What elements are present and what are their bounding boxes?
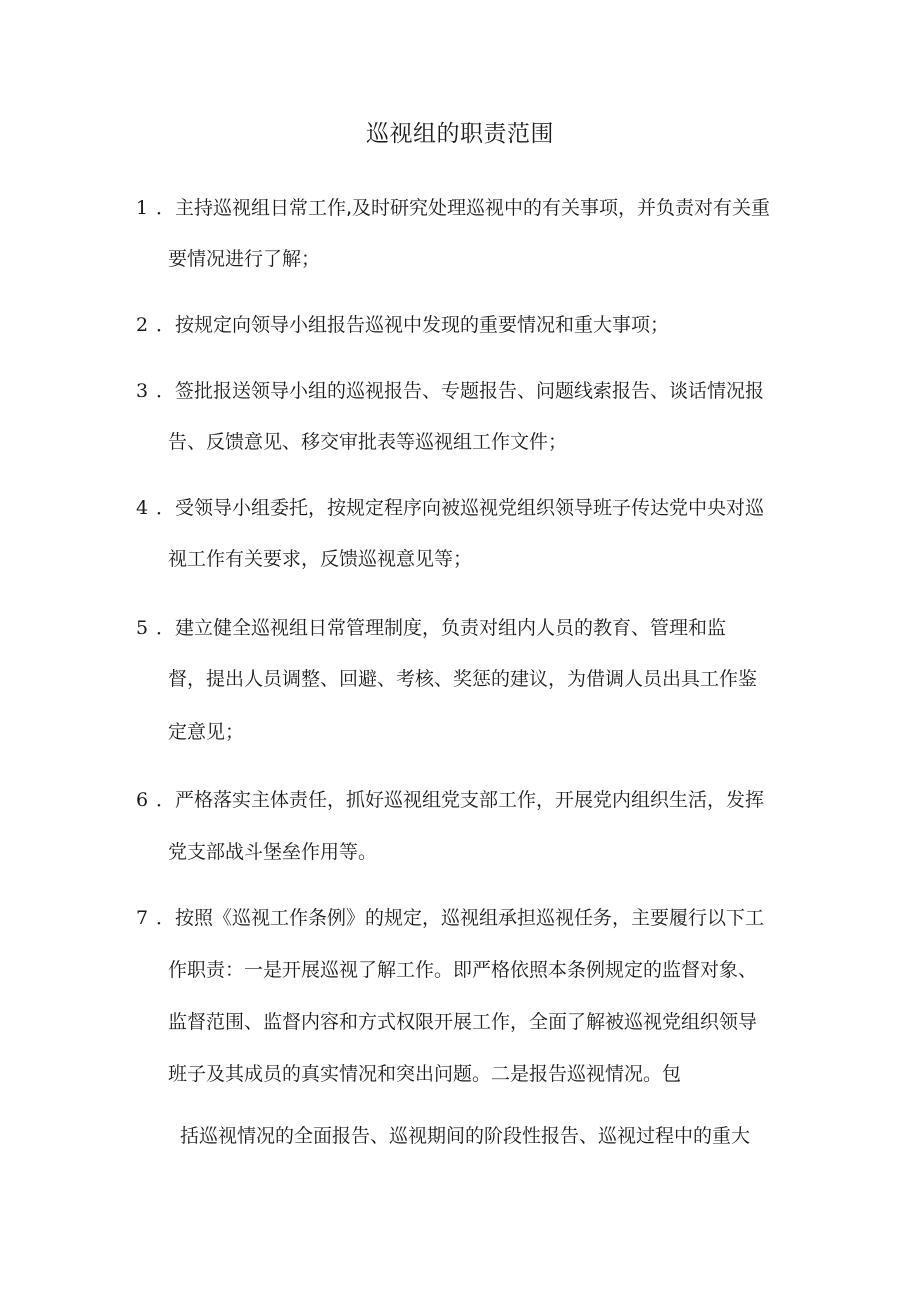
- item-text-line: 要情况进行了解；: [168, 248, 321, 270]
- item-text-line: ．按规定向领导小组报告巡视中发现的重要情况和重大事项；: [156, 314, 670, 336]
- item-number: 6: [136, 789, 149, 811]
- item-number: 3: [136, 380, 149, 402]
- item-text-line: ．签批报送领导小组的巡视报告、专题报告、问题线索报告、谈话情况报: [156, 380, 765, 402]
- item-text-line: 告、反馈意见、移交审批表等巡视组工作文件；: [168, 431, 568, 453]
- item-number: 5: [136, 617, 149, 639]
- item-number: 4: [136, 497, 149, 519]
- item-text-line: 督，提出人员调整、回避、考核、奖惩的建议，为借调人员出具工作鉴: [168, 668, 758, 690]
- item-text-line: 作职责：一是开展巡视了解工作。即严格依照本条例规定的监督对象、: [168, 959, 758, 981]
- item-text-line: 括巡视情况的全面报告、巡视期间的阶段性报告、巡视过程中的重大: [180, 1125, 751, 1147]
- item-number: 7: [136, 907, 149, 929]
- item-text-line: ．严格落实主体责任，抓好巡视组党支部工作，开展党内组织生活，发挥: [156, 789, 765, 811]
- item-text-line: ．按照《巡视工作条例》的规定，巡视组承担巡视任务，主要履行以下工: [156, 907, 765, 929]
- item-number: 2: [136, 314, 149, 336]
- item-text-line: 视工作有关要求，反馈巡视意见等；: [168, 548, 473, 570]
- item-text-line: ．主持巡视组日常工作,及时研究处理巡视中的有关事项，并负责对有关重: [156, 197, 771, 219]
- item-number: 1: [136, 197, 149, 219]
- item-text-line: 定意见；: [168, 721, 245, 743]
- item-text-line: 党支部战斗堡垒作用等。: [168, 841, 378, 863]
- item-text-line: 班子及其成员的真实情况和突出问题。二是报告巡视情况。包: [168, 1063, 682, 1085]
- item-text-line: ．建立健全巡视组日常管理制度，负责对组内人员的教育、管理和监: [156, 617, 727, 639]
- page-title: 巡视组的职责范围: [366, 121, 554, 147]
- item-text-line: ．受领导小组委托，按规定程序向被巡视党组织领导班子传达党中央对巡: [156, 497, 765, 519]
- item-text-line: 监督范围、监督内容和方式权限开展工作，全面了解被巡视党组织领导: [168, 1011, 758, 1033]
